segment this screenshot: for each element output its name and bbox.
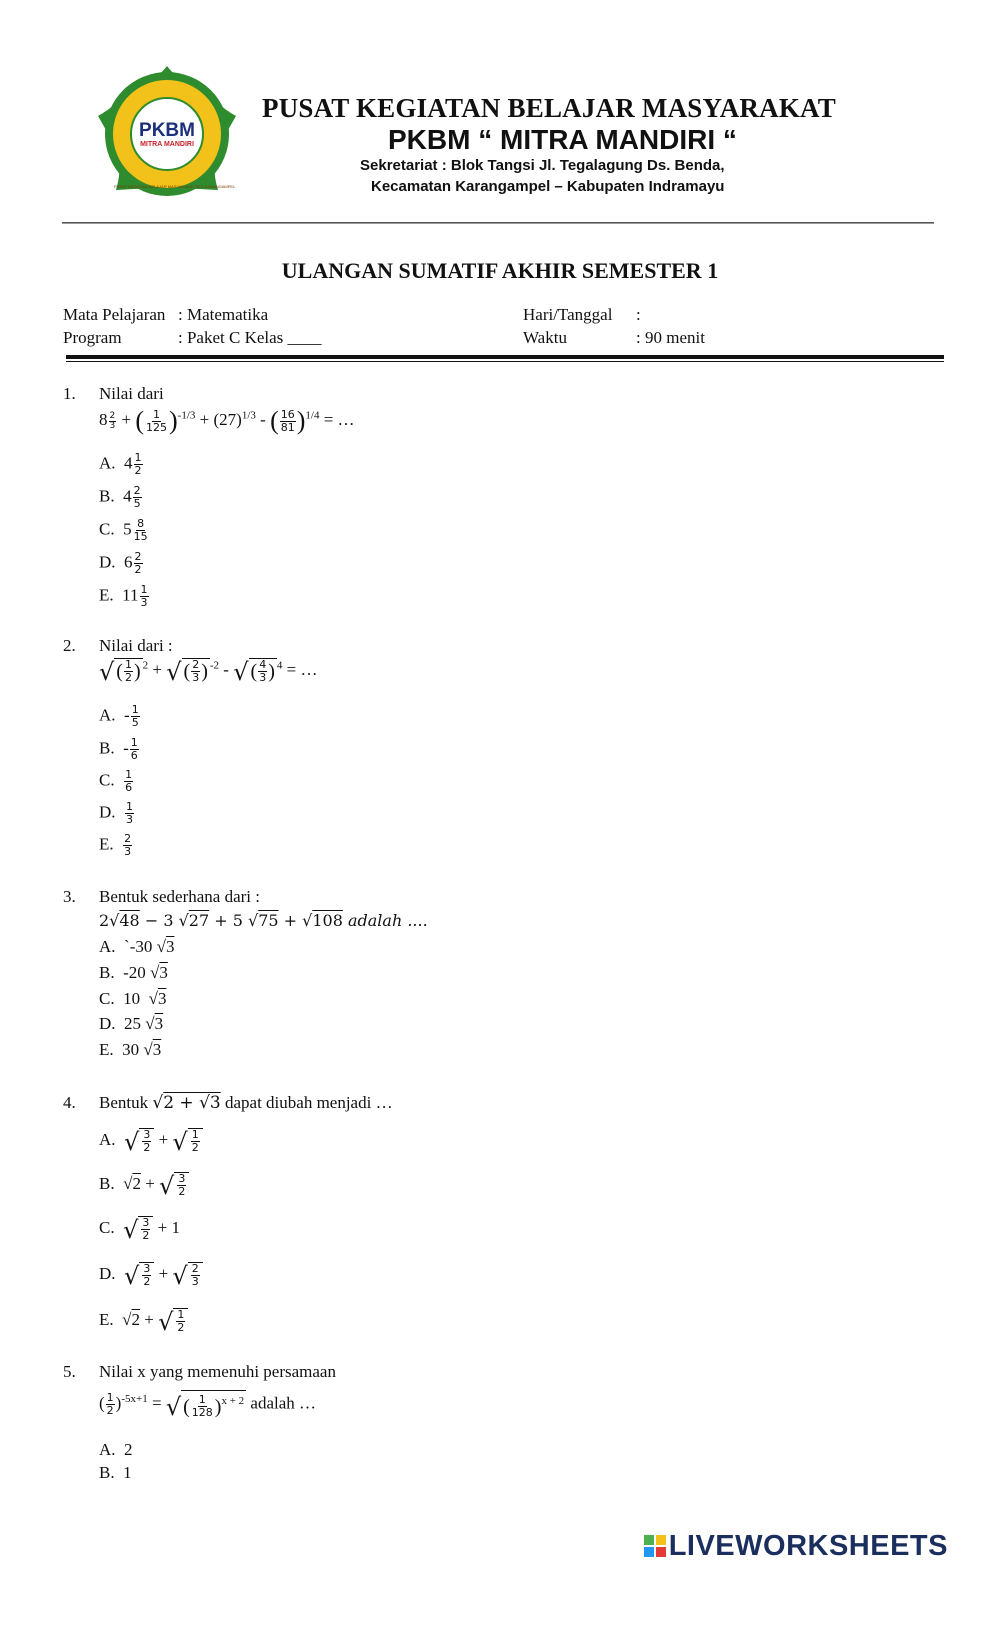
question-5-option-a[interactable] — [99, 1440, 133, 1460]
program-value: : Paket C Kelas ____ — [178, 328, 322, 347]
option-letter: E. — [99, 585, 114, 605]
question-2-number: 2. — [63, 636, 76, 655]
date-value: : — [636, 305, 641, 324]
question-4-option-d[interactable]: D. √ $\frac{3}{2}$ + √ $\frac{2}{3}$ — [99, 1262, 203, 1288]
option-value: 1 — [123, 1463, 132, 1482]
question-3-option-b[interactable]: B. -20 √3 — [99, 963, 168, 982]
option-value: -20 — [123, 963, 146, 982]
option-letter: A. — [99, 937, 116, 956]
header-divider — [62, 222, 934, 224]
question-2-option-c[interactable]: C. $\frac{1}{6}$ — [99, 768, 133, 794]
org-name: PUSAT KEGIATAN BELAJAR MASYARAKAT — [262, 93, 836, 123]
option-value: `-30 — [124, 937, 153, 956]
question-5-text: Nilai x yang memenuhi persamaan — [99, 1362, 336, 1381]
option-value: 2 — [124, 1440, 133, 1459]
option-letter: C. — [99, 770, 115, 790]
question-4-option-c[interactable]: C. √ $\frac{3}{2}$ + 1 — [99, 1216, 180, 1244]
question-2-option-d[interactable]: D. $\frac{1}{3}$ — [99, 800, 134, 826]
option-value: 25 — [124, 1014, 142, 1033]
option-letter: A. — [99, 1129, 116, 1149]
option-value: 30 — [122, 1040, 140, 1059]
question-2-text: Nilai dari : — [99, 636, 173, 655]
option-letter: B. — [99, 1463, 115, 1482]
question-1-number: 1. — [63, 384, 76, 403]
question-5-suffix: adalah … — [250, 1393, 317, 1413]
question-5-option-b[interactable] — [99, 1463, 132, 1483]
question-3-number: 3. — [63, 887, 76, 906]
pkbm-logo — [94, 64, 240, 204]
info-divider-thin — [66, 361, 944, 362]
question-1-option-c[interactable]: C. 5 $\frac{8}{15}$ — [99, 517, 148, 543]
question-1-text: Nilai dari — [99, 384, 164, 403]
exam-title: ULANGAN SUMATIF AKHIR SEMESTER 1 — [281, 258, 719, 283]
option-letter: B. — [99, 486, 115, 506]
address-line-1: Sekretariat : Blok Tangsi Jl. Tegalagung Ds. Benda, — [360, 157, 725, 174]
logo-ring-text: PUSAT KEGIATAN BELAJAR MASYARAKAT KEC.KARANGAMPEL — [114, 184, 236, 189]
question-4-option-b[interactable]: B. √2 + √ $\frac{3}{2}$ — [99, 1172, 189, 1198]
question-2-option-a[interactable]: A. - $\frac{1}{5}$ — [99, 703, 139, 729]
option-letter: D. — [99, 552, 116, 572]
question-2-option-b[interactable]: B. - $\frac{1}{6}$ — [99, 736, 138, 762]
time-value: : 90 menit — [636, 328, 705, 347]
option-letter: A. — [99, 705, 116, 725]
time-label: Waktu — [523, 328, 567, 347]
question-2-expression: √ ( $\frac{1}{2}$ ) $^2$ + √ ( $\frac{2}{3}$ ) $^{-2}$ - √ ( $\frac{4}{3}$ ) $^4$ = … — [99, 658, 318, 686]
question-4-number: 4. — [63, 1093, 76, 1112]
option-letter: A. — [99, 1440, 116, 1459]
question-2-option-e[interactable]: E. $\frac{2}{3}$ — [99, 832, 132, 858]
question-4-option-a[interactable]: A. √ $\frac{3}{2}$ + √ $\frac{1}{2}$ — [99, 1128, 203, 1154]
subject-value: : Matematika — [178, 305, 269, 324]
option-letter: E. — [99, 834, 114, 854]
option-letter: B. — [99, 963, 115, 982]
option-letter: C. — [99, 519, 115, 539]
option-letter: C. — [99, 989, 115, 1008]
org-short-name: PKBM “ MITRA MANDIRI “ — [388, 124, 737, 155]
question-4-text: Bentuk √2 + √3 dapat diubah menjadi … — [99, 1093, 393, 1113]
brand-text: LIVEWORKSHEETS — [668, 1530, 948, 1562]
option-letter: A. — [99, 453, 116, 473]
question-3-option-a[interactable]: A. `-30 √3 — [99, 937, 175, 956]
question-3-suffix: adalah .... — [347, 911, 428, 930]
liveworksheets-logo-icon — [644, 1532, 666, 1554]
question-3-option-d[interactable]: D. 25 √3 — [99, 1014, 164, 1033]
question-4-prefix: Bentuk — [99, 1093, 149, 1112]
option-letter: E. — [99, 1040, 114, 1059]
date-label: Hari/Tanggal — [523, 305, 613, 324]
option-letter: C. — [99, 1217, 115, 1237]
option-letter: D. — [99, 1263, 116, 1283]
question-1-option-b[interactable]: B. 4 $\frac{2}{5}$ — [99, 484, 141, 510]
question-4-option-e[interactable]: E. √2 + √ $\frac{1}{2}$ — [99, 1308, 188, 1334]
option-letter: D. — [99, 1014, 116, 1033]
question-1-option-e[interactable]: E. 11 $\frac{1}{3}$ — [99, 583, 148, 609]
question-1-option-d[interactable]: D. 6 $\frac{2}{2}$ — [99, 550, 142, 576]
question-1-option-a[interactable]: A. 4 $\frac{1}{2}$ — [99, 451, 142, 477]
logo-subtext: MITRA MANDIRI — [140, 141, 194, 148]
option-letter: B. — [99, 738, 115, 758]
question-3-text: Bentuk sederhana dari : — [99, 887, 260, 906]
question-5-number: 5. — [63, 1362, 76, 1381]
subject-label: Mata Pelajaran — [63, 305, 166, 324]
question-4-suffix: dapat diubah menjadi … — [224, 1093, 393, 1112]
question-3-expression: 2√48 − 3 √27 + 5 √75 + √108 adalah .... — [99, 911, 428, 930]
question-3-option-e[interactable]: E. 30 √3 — [99, 1040, 162, 1059]
option-letter: D. — [99, 802, 116, 822]
question-5-expression: ( $\frac{1}{2}$ )$^{-5x+1}$ = √ ( $\frac{1}{128}$ )$^{x + 2}$ adalah … — [99, 1391, 317, 1422]
logo-text: PKBM — [139, 120, 195, 141]
question-1-expression: 8 $\frac{2}{3}$ + ( $\frac{1}{125}$ )$^{-1/3} + (27)^{1/3}$ - ( $\frac{16}{81}$ )$^{1/4}$ = … — [99, 406, 355, 435]
address-line-2: Kecamatan Karangampel – Kabupaten Indramayu — [371, 178, 725, 195]
liveworksheets-brand[interactable] — [644, 1530, 948, 1563]
program-label: Program — [63, 328, 122, 347]
option-letter: B. — [99, 1173, 115, 1193]
option-value: 10 — [123, 989, 141, 1008]
option-letter: E. — [99, 1309, 114, 1329]
question-3-option-c[interactable]: C. 10 √3 — [99, 989, 167, 1008]
info-divider — [66, 355, 944, 359]
